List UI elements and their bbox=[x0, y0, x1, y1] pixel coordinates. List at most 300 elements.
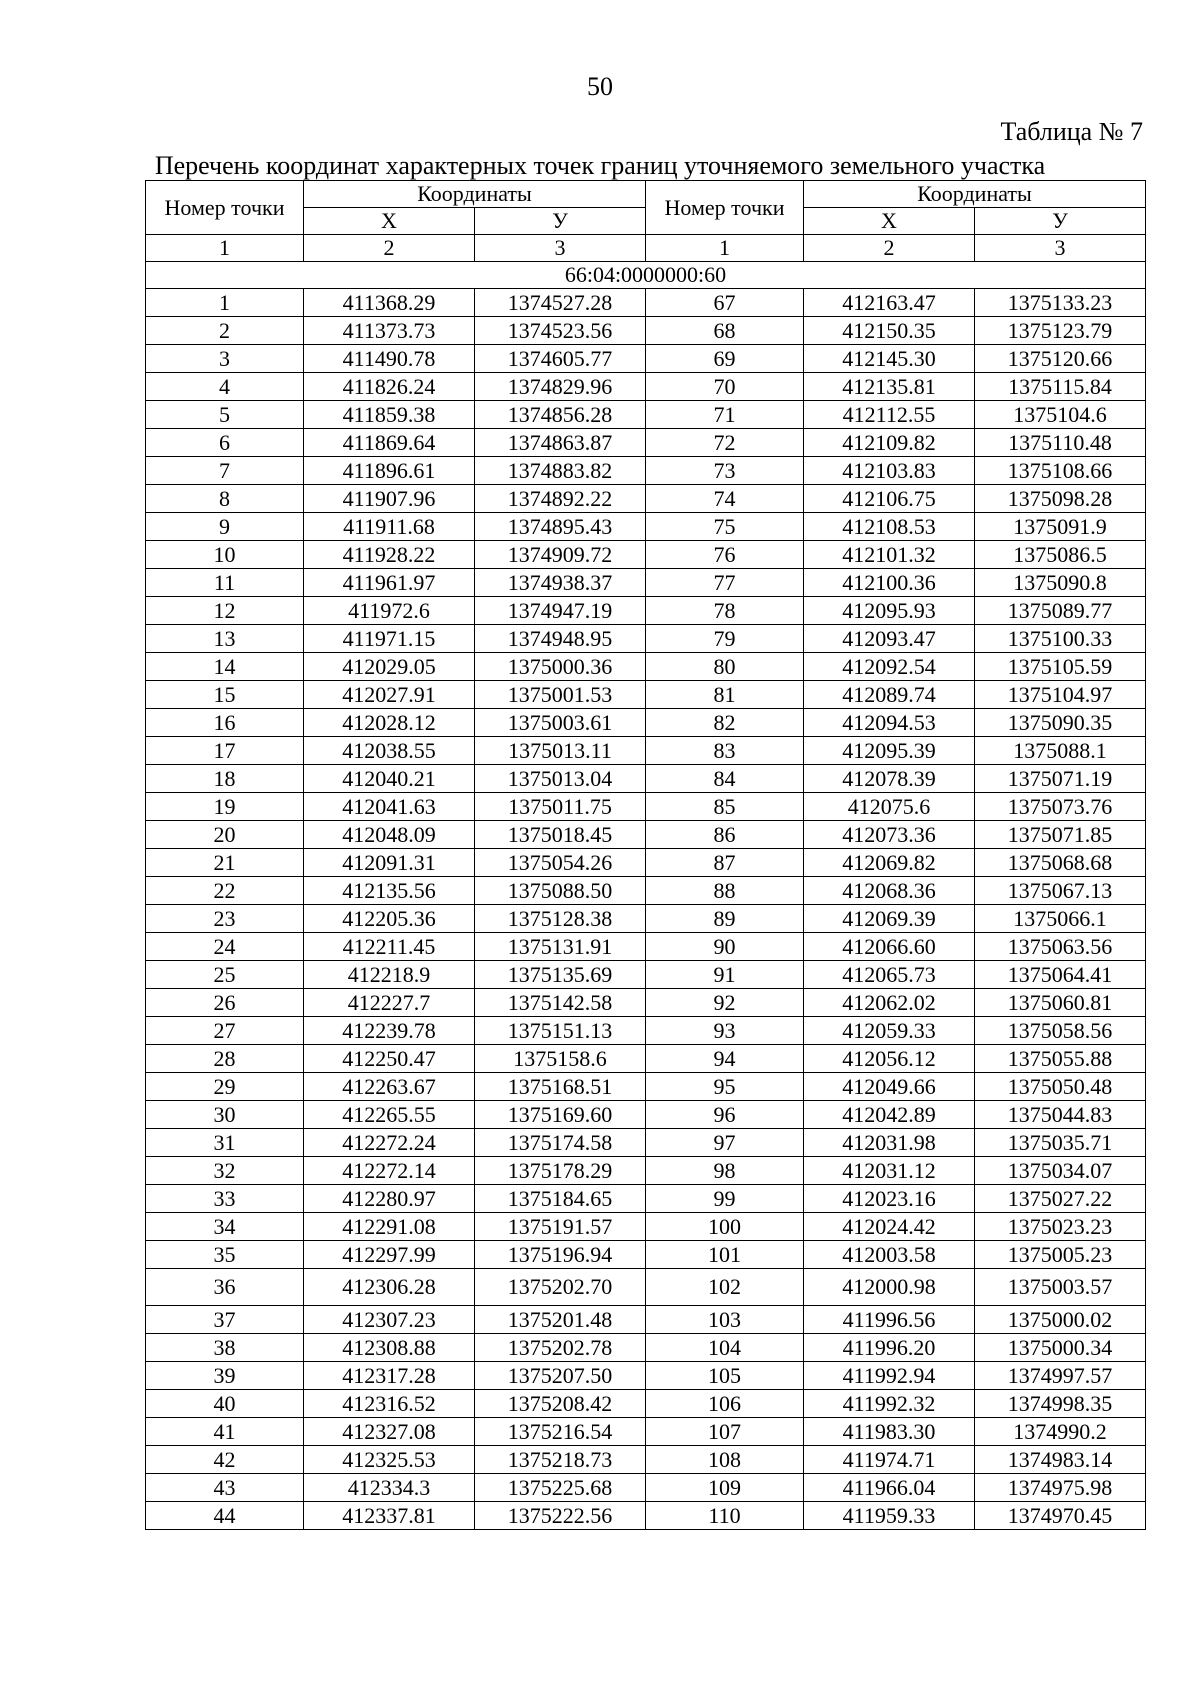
y-coordinate-cell: 1374527.28 bbox=[475, 289, 646, 317]
x-coordinate-cell: 412073.36 bbox=[804, 821, 975, 849]
x-coordinate-cell: 412027.91 bbox=[304, 681, 475, 709]
y-coordinate-cell: 1375018.45 bbox=[475, 821, 646, 849]
point-number-cell: 2 bbox=[146, 317, 304, 345]
y-coordinate-cell: 1375191.57 bbox=[475, 1213, 646, 1241]
x-coordinate-cell: 412069.82 bbox=[804, 849, 975, 877]
y-coordinate-cell: 1375071.85 bbox=[975, 821, 1146, 849]
point-number-cell: 6 bbox=[146, 429, 304, 457]
point-number-cell: 36 bbox=[146, 1269, 304, 1306]
x-coordinate-cell: 411869.64 bbox=[304, 429, 475, 457]
point-number-cell: 106 bbox=[646, 1390, 804, 1418]
column-number: 3 bbox=[475, 235, 646, 262]
y-coordinate-cell: 1375178.29 bbox=[475, 1157, 646, 1185]
y-coordinate-cell: 1375098.28 bbox=[975, 485, 1146, 513]
y-coordinate-cell: 1374938.37 bbox=[475, 569, 646, 597]
point-number-cell: 98 bbox=[646, 1157, 804, 1185]
x-coordinate-cell: 412023.16 bbox=[804, 1185, 975, 1213]
x-coordinate-cell: 411966.04 bbox=[804, 1474, 975, 1502]
point-number-cell: 38 bbox=[146, 1334, 304, 1362]
x-coordinate-cell: 412101.32 bbox=[804, 541, 975, 569]
x-coordinate-cell: 412003.58 bbox=[804, 1241, 975, 1269]
table-row bbox=[146, 821, 1146, 849]
header-x: Х bbox=[304, 208, 475, 235]
x-coordinate-cell: 412227.7 bbox=[304, 989, 475, 1017]
x-coordinate-cell: 412068.36 bbox=[804, 877, 975, 905]
x-coordinate-cell: 411992.32 bbox=[804, 1390, 975, 1418]
x-coordinate-cell: 412218.9 bbox=[304, 961, 475, 989]
table-row bbox=[146, 1334, 1146, 1362]
y-coordinate-cell: 1374863.87 bbox=[475, 429, 646, 457]
y-coordinate-cell: 1374829.96 bbox=[475, 373, 646, 401]
x-coordinate-cell: 412031.98 bbox=[804, 1129, 975, 1157]
x-coordinate-cell: 412066.60 bbox=[804, 933, 975, 961]
table-row bbox=[146, 1502, 1146, 1530]
y-coordinate-cell: 1375068.68 bbox=[975, 849, 1146, 877]
y-coordinate-cell: 1375207.50 bbox=[475, 1362, 646, 1390]
header-y: У bbox=[975, 208, 1146, 235]
table-row bbox=[146, 345, 1146, 373]
x-coordinate-cell: 411971.15 bbox=[304, 625, 475, 653]
point-number-cell: 74 bbox=[646, 485, 804, 513]
point-number-cell: 84 bbox=[646, 765, 804, 793]
point-number-cell: 110 bbox=[646, 1502, 804, 1530]
x-coordinate-cell: 412297.99 bbox=[304, 1241, 475, 1269]
point-number-cell: 89 bbox=[646, 905, 804, 933]
x-coordinate-cell: 412040.21 bbox=[304, 765, 475, 793]
x-coordinate-cell: 412316.52 bbox=[304, 1390, 475, 1418]
x-coordinate-cell: 411972.6 bbox=[304, 597, 475, 625]
point-number-cell: 10 bbox=[146, 541, 304, 569]
x-coordinate-cell: 411996.20 bbox=[804, 1334, 975, 1362]
table-row bbox=[146, 1474, 1146, 1502]
point-number-cell: 96 bbox=[646, 1101, 804, 1129]
y-coordinate-cell: 1374523.56 bbox=[475, 317, 646, 345]
point-number-cell: 43 bbox=[146, 1474, 304, 1502]
point-number-cell: 83 bbox=[646, 737, 804, 765]
x-coordinate-cell: 412135.56 bbox=[304, 877, 475, 905]
x-coordinate-cell: 412029.05 bbox=[304, 653, 475, 681]
y-coordinate-cell: 1375168.51 bbox=[475, 1073, 646, 1101]
point-number-cell: 32 bbox=[146, 1157, 304, 1185]
x-coordinate-cell: 411911.68 bbox=[304, 513, 475, 541]
table-row bbox=[146, 373, 1146, 401]
y-coordinate-cell: 1374605.77 bbox=[475, 345, 646, 373]
x-coordinate-cell: 412108.53 bbox=[804, 513, 975, 541]
y-coordinate-cell: 1375158.6 bbox=[475, 1045, 646, 1073]
x-coordinate-cell: 412095.93 bbox=[804, 597, 975, 625]
point-number-cell: 12 bbox=[146, 597, 304, 625]
point-number-cell: 103 bbox=[646, 1306, 804, 1334]
point-number-cell: 24 bbox=[146, 933, 304, 961]
point-number-cell: 11 bbox=[146, 569, 304, 597]
point-number-cell: 4 bbox=[146, 373, 304, 401]
y-coordinate-cell: 1375120.66 bbox=[975, 345, 1146, 373]
y-coordinate-cell: 1375050.48 bbox=[975, 1073, 1146, 1101]
point-number-cell: 71 bbox=[646, 401, 804, 429]
y-coordinate-cell: 1375054.26 bbox=[475, 849, 646, 877]
x-coordinate-cell: 412163.47 bbox=[804, 289, 975, 317]
column-number: 2 bbox=[804, 235, 975, 262]
x-coordinate-cell: 412069.39 bbox=[804, 905, 975, 933]
y-coordinate-cell: 1375089.77 bbox=[975, 597, 1146, 625]
x-coordinate-cell: 412075.6 bbox=[804, 793, 975, 821]
x-coordinate-cell: 412272.14 bbox=[304, 1157, 475, 1185]
y-coordinate-cell: 1375196.94 bbox=[475, 1241, 646, 1269]
point-number-cell: 14 bbox=[146, 653, 304, 681]
y-coordinate-cell: 1375169.60 bbox=[475, 1101, 646, 1129]
x-coordinate-cell: 412109.82 bbox=[804, 429, 975, 457]
x-coordinate-cell: 412059.33 bbox=[804, 1017, 975, 1045]
x-coordinate-cell: 412103.83 bbox=[804, 457, 975, 485]
y-coordinate-cell: 1375104.6 bbox=[975, 401, 1146, 429]
table-row bbox=[146, 401, 1146, 429]
y-coordinate-cell: 1375104.97 bbox=[975, 681, 1146, 709]
y-coordinate-cell: 1375044.83 bbox=[975, 1101, 1146, 1129]
point-number-cell: 93 bbox=[646, 1017, 804, 1045]
point-number-cell: 9 bbox=[146, 513, 304, 541]
point-number-cell: 22 bbox=[146, 877, 304, 905]
x-coordinate-cell: 412337.81 bbox=[304, 1502, 475, 1530]
column-number: 1 bbox=[146, 235, 304, 262]
y-coordinate-cell: 1375063.56 bbox=[975, 933, 1146, 961]
y-coordinate-cell: 1374909.72 bbox=[475, 541, 646, 569]
x-coordinate-cell: 412211.45 bbox=[304, 933, 475, 961]
y-coordinate-cell: 1375064.41 bbox=[975, 961, 1146, 989]
point-number-cell: 18 bbox=[146, 765, 304, 793]
y-coordinate-cell: 1375216.54 bbox=[475, 1418, 646, 1446]
point-number-cell: 3 bbox=[146, 345, 304, 373]
x-coordinate-cell: 412100.36 bbox=[804, 569, 975, 597]
table-row bbox=[146, 793, 1146, 821]
y-coordinate-cell: 1374970.45 bbox=[975, 1502, 1146, 1530]
table-row bbox=[146, 1045, 1146, 1073]
point-number-cell: 15 bbox=[146, 681, 304, 709]
y-coordinate-cell: 1375055.88 bbox=[975, 1045, 1146, 1073]
y-coordinate-cell: 1375060.81 bbox=[975, 989, 1146, 1017]
coordinates-table bbox=[145, 180, 1146, 1530]
y-coordinate-cell: 1375135.69 bbox=[475, 961, 646, 989]
header-coordinates: Координаты bbox=[804, 181, 1146, 208]
point-number-cell: 30 bbox=[146, 1101, 304, 1129]
table-row bbox=[146, 1362, 1146, 1390]
point-number-cell: 21 bbox=[146, 849, 304, 877]
point-number-cell: 39 bbox=[146, 1362, 304, 1390]
point-number-cell: 90 bbox=[646, 933, 804, 961]
table-row bbox=[146, 1213, 1146, 1241]
x-coordinate-cell: 411368.29 bbox=[304, 289, 475, 317]
x-coordinate-cell: 412250.47 bbox=[304, 1045, 475, 1073]
y-coordinate-cell: 1375184.65 bbox=[475, 1185, 646, 1213]
x-coordinate-cell: 412265.55 bbox=[304, 1101, 475, 1129]
point-number-cell: 31 bbox=[146, 1129, 304, 1157]
point-number-cell: 105 bbox=[646, 1362, 804, 1390]
point-number-cell: 76 bbox=[646, 541, 804, 569]
table-row bbox=[146, 1446, 1146, 1474]
x-coordinate-cell: 411896.61 bbox=[304, 457, 475, 485]
x-coordinate-cell: 412041.63 bbox=[304, 793, 475, 821]
x-coordinate-cell: 411974.71 bbox=[804, 1446, 975, 1474]
x-coordinate-cell: 412048.09 bbox=[304, 821, 475, 849]
table-row bbox=[146, 597, 1146, 625]
point-number-cell: 109 bbox=[646, 1474, 804, 1502]
point-number-cell: 78 bbox=[646, 597, 804, 625]
x-coordinate-cell: 412031.12 bbox=[804, 1157, 975, 1185]
point-number-cell: 41 bbox=[146, 1418, 304, 1446]
point-number-cell: 99 bbox=[646, 1185, 804, 1213]
x-coordinate-cell: 412205.36 bbox=[304, 905, 475, 933]
y-coordinate-cell: 1375115.84 bbox=[975, 373, 1146, 401]
point-number-cell: 107 bbox=[646, 1418, 804, 1446]
x-coordinate-cell: 412028.12 bbox=[304, 709, 475, 737]
x-coordinate-cell: 412150.35 bbox=[804, 317, 975, 345]
table-row bbox=[146, 1185, 1146, 1213]
point-number-cell: 17 bbox=[146, 737, 304, 765]
y-coordinate-cell: 1375142.58 bbox=[475, 989, 646, 1017]
x-coordinate-cell: 411959.33 bbox=[804, 1502, 975, 1530]
point-number-cell: 44 bbox=[146, 1502, 304, 1530]
point-number-cell: 70 bbox=[646, 373, 804, 401]
table-row bbox=[146, 1418, 1146, 1446]
point-number-cell: 19 bbox=[146, 793, 304, 821]
y-coordinate-cell: 1375133.23 bbox=[975, 289, 1146, 317]
y-coordinate-cell: 1375128.38 bbox=[475, 905, 646, 933]
point-number-cell: 28 bbox=[146, 1045, 304, 1073]
point-number-cell: 94 bbox=[646, 1045, 804, 1073]
table-row bbox=[146, 1241, 1146, 1269]
column-number: 2 bbox=[304, 235, 475, 262]
y-coordinate-cell: 1375088.50 bbox=[475, 877, 646, 905]
column-number: 1 bbox=[646, 235, 804, 262]
x-coordinate-cell: 412095.39 bbox=[804, 737, 975, 765]
table-row bbox=[146, 1073, 1146, 1101]
y-coordinate-cell: 1374997.57 bbox=[975, 1362, 1146, 1390]
y-coordinate-cell: 1375073.76 bbox=[975, 793, 1146, 821]
x-coordinate-cell: 411490.78 bbox=[304, 345, 475, 373]
point-number-cell: 81 bbox=[646, 681, 804, 709]
x-coordinate-cell: 412042.89 bbox=[804, 1101, 975, 1129]
point-number-cell: 5 bbox=[146, 401, 304, 429]
point-number-cell: 87 bbox=[646, 849, 804, 877]
x-coordinate-cell: 411826.24 bbox=[304, 373, 475, 401]
header-row-1 bbox=[146, 181, 1146, 208]
table-row bbox=[146, 1269, 1146, 1306]
y-coordinate-cell: 1375034.07 bbox=[975, 1157, 1146, 1185]
y-coordinate-cell: 1375174.58 bbox=[475, 1129, 646, 1157]
point-number-cell: 13 bbox=[146, 625, 304, 653]
point-number-cell: 92 bbox=[646, 989, 804, 1017]
table-row bbox=[146, 989, 1146, 1017]
table-row bbox=[146, 485, 1146, 513]
y-coordinate-cell: 1375091.9 bbox=[975, 513, 1146, 541]
y-coordinate-cell: 1375123.79 bbox=[975, 317, 1146, 345]
point-number-cell: 91 bbox=[646, 961, 804, 989]
point-number-cell: 20 bbox=[146, 821, 304, 849]
table-row bbox=[146, 289, 1146, 317]
point-number-cell: 8 bbox=[146, 485, 304, 513]
x-coordinate-cell: 411983.30 bbox=[804, 1418, 975, 1446]
x-coordinate-cell: 411928.22 bbox=[304, 541, 475, 569]
x-coordinate-cell: 412078.39 bbox=[804, 765, 975, 793]
point-number-cell: 72 bbox=[646, 429, 804, 457]
y-coordinate-cell: 1375151.13 bbox=[475, 1017, 646, 1045]
y-coordinate-cell: 1375218.73 bbox=[475, 1446, 646, 1474]
point-number-cell: 75 bbox=[646, 513, 804, 541]
point-number-cell: 67 bbox=[646, 289, 804, 317]
point-number-cell: 68 bbox=[646, 317, 804, 345]
x-coordinate-cell: 412307.23 bbox=[304, 1306, 475, 1334]
point-number-cell: 29 bbox=[146, 1073, 304, 1101]
y-coordinate-cell: 1374895.43 bbox=[475, 513, 646, 541]
x-coordinate-cell: 412308.88 bbox=[304, 1334, 475, 1362]
y-coordinate-cell: 1375027.22 bbox=[975, 1185, 1146, 1213]
y-coordinate-cell: 1375023.23 bbox=[975, 1213, 1146, 1241]
x-coordinate-cell: 412272.24 bbox=[304, 1129, 475, 1157]
table-row bbox=[146, 653, 1146, 681]
point-number-cell: 80 bbox=[646, 653, 804, 681]
y-coordinate-cell: 1374983.14 bbox=[975, 1446, 1146, 1474]
point-number-cell: 16 bbox=[146, 709, 304, 737]
table-row bbox=[146, 625, 1146, 653]
x-coordinate-cell: 412038.55 bbox=[304, 737, 475, 765]
point-number-cell: 1 bbox=[146, 289, 304, 317]
table-row bbox=[146, 849, 1146, 877]
x-coordinate-cell: 411859.38 bbox=[304, 401, 475, 429]
y-coordinate-cell: 1375090.35 bbox=[975, 709, 1146, 737]
table-row bbox=[146, 709, 1146, 737]
x-coordinate-cell: 412291.08 bbox=[304, 1213, 475, 1241]
x-coordinate-cell: 412065.73 bbox=[804, 961, 975, 989]
y-coordinate-cell: 1375003.61 bbox=[475, 709, 646, 737]
table-row bbox=[146, 737, 1146, 765]
x-coordinate-cell: 412091.31 bbox=[304, 849, 475, 877]
point-number-cell: 35 bbox=[146, 1241, 304, 1269]
x-coordinate-cell: 411961.97 bbox=[304, 569, 475, 597]
y-coordinate-cell: 1375208.42 bbox=[475, 1390, 646, 1418]
x-coordinate-cell: 412049.66 bbox=[804, 1073, 975, 1101]
header-y: У bbox=[475, 208, 646, 235]
x-coordinate-cell: 412000.98 bbox=[804, 1269, 975, 1306]
x-coordinate-cell: 412056.12 bbox=[804, 1045, 975, 1073]
table-row bbox=[146, 905, 1146, 933]
x-coordinate-cell: 412334.3 bbox=[304, 1474, 475, 1502]
x-coordinate-cell: 412089.74 bbox=[804, 681, 975, 709]
parcel-id: 66:04:0000000:60 bbox=[146, 262, 1146, 289]
y-coordinate-cell: 1375005.23 bbox=[975, 1241, 1146, 1269]
x-coordinate-cell: 412280.97 bbox=[304, 1185, 475, 1213]
table-row bbox=[146, 933, 1146, 961]
point-number-cell: 42 bbox=[146, 1446, 304, 1474]
y-coordinate-cell: 1374947.19 bbox=[475, 597, 646, 625]
x-coordinate-cell: 411907.96 bbox=[304, 485, 475, 513]
x-coordinate-cell: 412317.28 bbox=[304, 1362, 475, 1390]
column-number-row bbox=[146, 235, 1146, 262]
point-number-cell: 101 bbox=[646, 1241, 804, 1269]
column-number: 3 bbox=[975, 235, 1146, 262]
y-coordinate-cell: 1375088.1 bbox=[975, 737, 1146, 765]
table-row bbox=[146, 1101, 1146, 1129]
y-coordinate-cell: 1375108.66 bbox=[975, 457, 1146, 485]
table-row bbox=[146, 1157, 1146, 1185]
point-number-cell: 73 bbox=[646, 457, 804, 485]
x-coordinate-cell: 412263.67 bbox=[304, 1073, 475, 1101]
table-row bbox=[146, 961, 1146, 989]
point-number-cell: 7 bbox=[146, 457, 304, 485]
table-row bbox=[146, 317, 1146, 345]
point-number-cell: 27 bbox=[146, 1017, 304, 1045]
y-coordinate-cell: 1375000.34 bbox=[975, 1334, 1146, 1362]
table-row bbox=[146, 457, 1146, 485]
y-coordinate-cell: 1375067.13 bbox=[975, 877, 1146, 905]
y-coordinate-cell: 1374856.28 bbox=[475, 401, 646, 429]
point-number-cell: 23 bbox=[146, 905, 304, 933]
table-label: Таблица № 7 bbox=[1000, 117, 1143, 146]
point-number-cell: 85 bbox=[646, 793, 804, 821]
y-coordinate-cell: 1375105.59 bbox=[975, 653, 1146, 681]
y-coordinate-cell: 1375035.71 bbox=[975, 1129, 1146, 1157]
y-coordinate-cell: 1375000.36 bbox=[475, 653, 646, 681]
y-coordinate-cell: 1375100.33 bbox=[975, 625, 1146, 653]
y-coordinate-cell: 1375131.91 bbox=[475, 933, 646, 961]
y-coordinate-cell: 1374883.82 bbox=[475, 457, 646, 485]
x-coordinate-cell: 412325.53 bbox=[304, 1446, 475, 1474]
y-coordinate-cell: 1375013.11 bbox=[475, 737, 646, 765]
y-coordinate-cell: 1375001.53 bbox=[475, 681, 646, 709]
point-number-cell: 102 bbox=[646, 1269, 804, 1306]
table-row bbox=[146, 429, 1146, 457]
x-coordinate-cell: 411996.56 bbox=[804, 1306, 975, 1334]
table-row bbox=[146, 1390, 1146, 1418]
table-row bbox=[146, 541, 1146, 569]
table-row bbox=[146, 569, 1146, 597]
point-number-cell: 25 bbox=[146, 961, 304, 989]
point-number-cell: 34 bbox=[146, 1213, 304, 1241]
table-title: Перечень координат характерных точек границ уточняемого земельного участка bbox=[154, 151, 1046, 180]
y-coordinate-cell: 1375110.48 bbox=[975, 429, 1146, 457]
header-coordinates: Координаты bbox=[304, 181, 646, 208]
table-row bbox=[146, 1129, 1146, 1157]
y-coordinate-cell: 1375086.5 bbox=[975, 541, 1146, 569]
table-row bbox=[146, 1306, 1146, 1334]
table-row bbox=[146, 877, 1146, 905]
table-row bbox=[146, 513, 1146, 541]
point-number-cell: 108 bbox=[646, 1446, 804, 1474]
y-coordinate-cell: 1375202.78 bbox=[475, 1334, 646, 1362]
y-coordinate-cell: 1375201.48 bbox=[475, 1306, 646, 1334]
y-coordinate-cell: 1375003.57 bbox=[975, 1269, 1146, 1306]
y-coordinate-cell: 1375202.70 bbox=[475, 1269, 646, 1306]
y-coordinate-cell: 1374892.22 bbox=[475, 485, 646, 513]
x-coordinate-cell: 412106.75 bbox=[804, 485, 975, 513]
header-x: Х bbox=[804, 208, 975, 235]
x-coordinate-cell: 412062.02 bbox=[804, 989, 975, 1017]
point-number-cell: 104 bbox=[646, 1334, 804, 1362]
header-point-number: Номер точки bbox=[646, 181, 804, 235]
parcel-row bbox=[146, 262, 1146, 289]
y-coordinate-cell: 1375090.8 bbox=[975, 569, 1146, 597]
y-coordinate-cell: 1374975.98 bbox=[975, 1474, 1146, 1502]
point-number-cell: 37 bbox=[146, 1306, 304, 1334]
x-coordinate-cell: 412306.28 bbox=[304, 1269, 475, 1306]
y-coordinate-cell: 1375071.19 bbox=[975, 765, 1146, 793]
point-number-cell: 79 bbox=[646, 625, 804, 653]
point-number-cell: 40 bbox=[146, 1390, 304, 1418]
x-coordinate-cell: 412327.08 bbox=[304, 1418, 475, 1446]
y-coordinate-cell: 1375225.68 bbox=[475, 1474, 646, 1502]
y-coordinate-cell: 1374998.35 bbox=[975, 1390, 1146, 1418]
point-number-cell: 77 bbox=[646, 569, 804, 597]
point-number-cell: 95 bbox=[646, 1073, 804, 1101]
x-coordinate-cell: 412145.30 bbox=[804, 345, 975, 373]
